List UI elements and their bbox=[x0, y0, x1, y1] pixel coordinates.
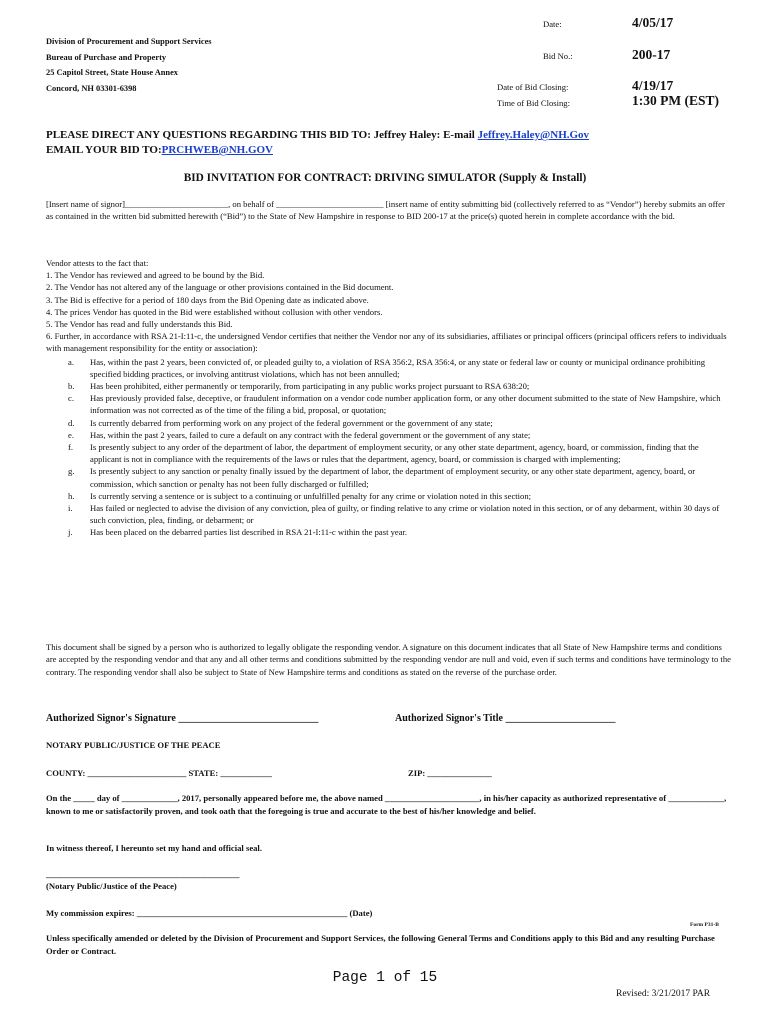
sub-item-list bbox=[46, 356, 732, 539]
commission-expires-field[interactable]: My commission expires: _________________________________________________ (Date) bbox=[46, 908, 373, 918]
agency-address bbox=[46, 34, 212, 96]
address-line: Concord, NH 03301-6398 bbox=[46, 83, 137, 93]
notary-label: (Notary Public/Justice of the Peace) bbox=[46, 881, 177, 891]
signing-paragraph: This document shall be signed by a person who is authorized to legally obligate the responding vendor. A signature on this document indicates that all State of New Hampshire terms and conditions are accepted by the responding vendor and that any and all other terms and conditions submitted by the responding vendor are null and void, even if such terms and conditions have terminology to the contrary. The responding vendor shall also be subject to State of New Hampshire terms and conditions as stated on the reverse of the purchase order. bbox=[46, 642, 731, 677]
address-line: Bureau of Purchase and Property bbox=[46, 52, 167, 62]
attest-item: 6. Further, in accordance with RSA 21-I:11-c, the undersigned Vendor certifies that neither the Vendor nor any of its subsidiaries, affiliates or principal officers (principal officers refers to individuals with management responsibility for the entity or association): bbox=[46, 331, 727, 354]
address-line: Division of Procurement and Support Services bbox=[46, 37, 212, 46]
closing-date-value: 4/19/17 bbox=[632, 78, 674, 93]
attest-item: 5. The Vendor has read and fully understands this Bid. bbox=[46, 319, 233, 330]
notary-signature-line[interactable]: _____________________________________________ bbox=[46, 869, 240, 879]
bid-email-link[interactable]: PRCHWEB@NH.GOV bbox=[161, 144, 273, 156]
signor-title-field[interactable]: Authorized Signor's Title ______________________ bbox=[395, 713, 616, 724]
sub-item: g. Is presently subject to any sanction or penalty finally issued by the department of labor, the department of employment security, or any other state department, agency, board, or commission, which sanction or penalty has not been fully discharged or fulfilled; bbox=[68, 466, 696, 489]
document-title: BID INVITATION FOR CONTRACT: DRIVING SIMULATOR (Supply & Install) bbox=[183, 172, 587, 184]
sub-item: h. Is currently serving a sentence or is subject to a continuing or unfulfilled penalty for any crime or violation noted in this section; bbox=[68, 490, 532, 501]
zip-field[interactable]: ZIP: _______________ bbox=[408, 768, 492, 778]
intro-paragraph: [Insert name of signor]________________________, on behalf of _________________________ [insert name of entity submitting bid (collectively referred to as “Vendor”) hereby submits an offer as contained in the written bid submitted herewith (“Bid”) to the State of New Hampshire in response to BID 200-17 at the price(s) quoted herein in complete accordance with the bid. bbox=[46, 199, 725, 222]
attest-item: 4. The prices Vendor has quoted in the Bid were established without collusion with other vendors. bbox=[46, 306, 383, 317]
sub-item: a. Has, within the past 2 years, been convicted of, or pleaded guilty to, a violation of RSA 356:2, RSA 356:4, or any state or federal law or county or municipal ordinance prohibiting specified bidding practices, or involving antitrust violations, which has not been annulled; bbox=[68, 356, 706, 379]
notary-heading: NOTARY PUBLIC/JUSTICE OF THE PEACE bbox=[46, 740, 221, 750]
sub-item: c. Has previously provided false, deceptive, or fraudulent information on a vendor code number application form, or any other document submitted to the state of New Hampshire, which information was not corrected as of the time of the filing a bid, proposal, or quotation; bbox=[68, 393, 721, 416]
contact-block bbox=[46, 128, 589, 158]
revised-date: Revised: 3/21/2017 PAR bbox=[616, 989, 711, 999]
sub-item: d. Is currently debarred from performing work on any project of the federal government or the government of any state; bbox=[68, 417, 493, 428]
attestation-block bbox=[46, 257, 732, 539]
address-line: 25 Capitol Street, State House Annex bbox=[46, 68, 178, 77]
notary-appearance-paragraph: On the _____ day of _____________, 2017, personally appeared before me, the above named ______________________, in his/her capacity as authorized representative of _____________, known to me or satisfactorily proven, and took oath that the foregoing is true and accurate to the best of his/her knowledge and belief. bbox=[46, 793, 727, 816]
bid-no-label: Bid No.: bbox=[543, 51, 573, 61]
sub-item: e. Has, within the past 2 years, failed to cure a default on any contract with the federal government or the government of any state; bbox=[68, 429, 531, 440]
county-state-field[interactable]: COUNTY: _______________________ STATE: ____________ bbox=[46, 768, 272, 778]
contact-email-link[interactable]: Jeffrey.Haley@NH.Gov bbox=[477, 129, 590, 141]
closing-date-label: Date of Bid Closing: bbox=[497, 82, 569, 92]
page-number: Page 1 of 15 bbox=[332, 970, 438, 986]
general-terms-paragraph: Unless specifically amended or deleted by the Division of Procurement and Support Services, the following General Terms and Conditions apply to this Bid and any resulting Purchase Order or Contract. bbox=[46, 933, 715, 956]
attests-intro: Vendor attests to the fact that: bbox=[46, 258, 149, 268]
date-label: Date: bbox=[543, 19, 562, 29]
closing-time-label: Time of Bid Closing: bbox=[497, 98, 570, 108]
attest-item: 2. The Vendor has not altered any of the language or other provisions contained in the Bid document. bbox=[46, 282, 394, 293]
signor-signature-field[interactable]: Authorized Signor's Signature ____________________________ bbox=[46, 713, 319, 724]
sub-item: f. Is presently subject to any order of the department of labor, the department of employment security, or any other state department, agency, board, or commission, finding that the applicant is not in compliance with the requirements of the laws or rules that the department, agency, board, or commission is charged with implementing; bbox=[68, 442, 699, 465]
attest-item: 3. The Bid is effective for a period of 180 days from the Bid Opening date as indicated above. bbox=[46, 294, 369, 305]
form-number: Form P31-B bbox=[690, 922, 719, 928]
sub-item: i. Has failed or neglected to advise the division of any conviction, plea of guilty, or finding relative to any crime or violation noted in this section, or of any debarment, within 30 days of such conviction, plea, finding, or debarment; or bbox=[68, 503, 720, 526]
contact-line-1: PLEASE DIRECT ANY QUESTIONS REGARDING THIS BID TO: Jeffrey Haley: E-mail Jeffrey.Haley@NH.Gov bbox=[46, 129, 590, 141]
date-value: 4/05/17 bbox=[632, 15, 674, 30]
contact-line-2: EMAIL YOUR BID TO:PRCHWEB@NH.GOV bbox=[46, 144, 273, 156]
closing-time-value: 1:30 PM (EST) bbox=[632, 93, 719, 108]
sub-item: b. Has been prohibited, either permanently or temporarily, from participating in any public works project pursuant to RSA 638:20; bbox=[68, 381, 530, 392]
bid-no-value: 200-17 bbox=[632, 47, 671, 62]
witness-statement: In witness thereof, I hereunto set my hand and official seal. bbox=[46, 843, 262, 853]
sub-item: j. Has been placed on the debarred parties list described in RSA 21-I:11-c within the past year. bbox=[68, 527, 408, 538]
attest-item: 1. The Vendor has reviewed and agreed to be bound by the Bid. bbox=[46, 270, 265, 281]
